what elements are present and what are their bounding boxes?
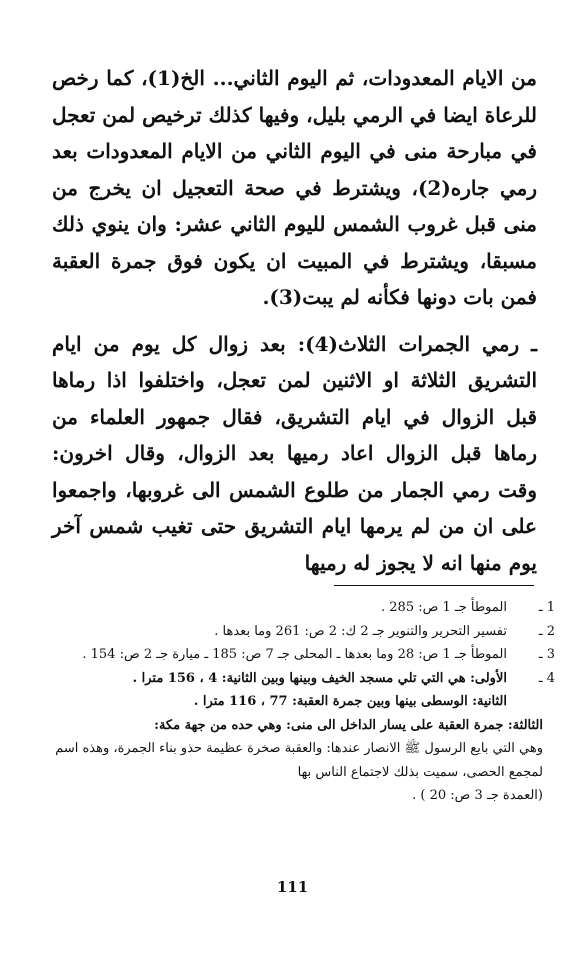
footnote-text: الموطأ جـ 1 ص: 285 . [381,600,507,615]
footnote-text: الموطأ جـ 1 ص: 28 وما بعدها ـ المحلى جـ 7 ص: 185 ـ ميارة جـ 2 ص: 154 . [82,647,507,662]
footnote-text: الثالثة: جمرة العقبة على يسار الداخل الى منى: وهي حده من جهة مكة: [154,717,543,733]
footnote-separator [334,585,534,586]
main-text [52,60,537,581]
footnote-4 [40,667,555,714]
footnote-number: 1 ـ [538,600,555,615]
footnote-number: 2 ـ [538,623,555,639]
footnote-number: 3 ـ [538,647,555,662]
paragraph-2: ـ رمي الجمرات الثلاث(4): بعد زوال كل يوم من ايام التشريق الثلاثة او الاثنين لمن تعجل، واختلفوا اذا رماها قبل الزوال في ايام التشريق، فقال جمهور العلماء من رماها قبل الزوال اعاد رميها بعد الزوال، وقال اخرون: وقت رمي الجمار من طلوع الشمس الى غروبها، واجمعوا على ان من لم يرمها ايام التشريق حتى تغيب شمس آخر يوم منها انه لا يجوز له رميها [52,331,537,575]
paragraph-1: من الايام المعدودات، ثم اليوم الثاني... الخ(1)، كما رخص للرعاة ايضا في الرمي بليل، وفيها كذلك ترخيص لمن تعجل في مبارحة منى في اليوم الثاني من الايام المعدودات بعد رمي جاره(2)، ويشترط في صحة التعجيل ان يخرج من منى قبل غروب الشمس لليوم الثاني عشر: وان ينوي ذلك مسبقا، ويشترط في المبيت ان يكون فوق جمرة العقبة فمن بات دونها فكأنه لم يبت(3). [52,66,537,309]
footnote-1 [40,596,555,620]
footnote-text: وهي التي بايع الرسول ﷺ الانصار عندها: والعقبة صخرة عظيمة حذو بناء الجمرة، وهذه اسم لمجمع الحصى، سميت بذلك لاجتماع الناس بها [55,741,543,780]
footnotes [40,596,555,808]
footnote-2 [40,620,555,644]
footnote-text: تفسير التحرير والتنوير جـ 2 ك: 2 ص: 261 وما بعدها . [214,623,507,639]
footnote-number: 4 ـ [538,670,555,686]
page-number: 111 [276,878,309,896]
footnote-text: (العمدة جـ 3 ص: 20 ) . [412,788,543,803]
footnote-3 [40,643,555,667]
footnote-4-continued [40,714,555,808]
footnote-text: الأولى: هي التي تلي مسجد الخيف وبينها وبين الثانية: 4 ، 156 مترا . [132,670,507,686]
footnote-text: الثانية: الوسطى بينها وبين جمرة العقبة: 77 ، 116 مترا . [193,694,507,709]
